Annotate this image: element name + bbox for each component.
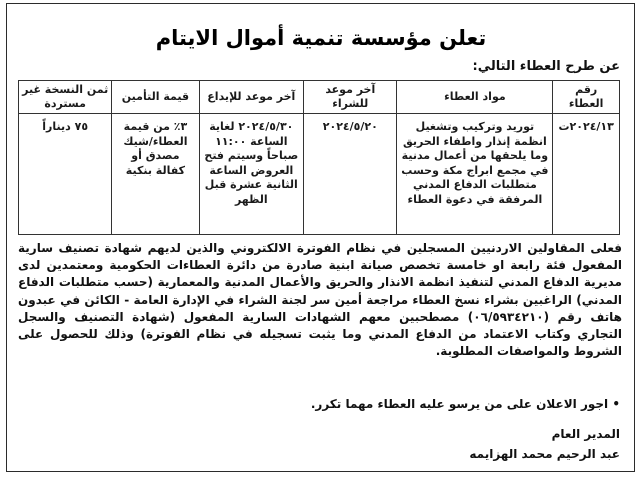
header-insurance-value: قيمة التأمين: [112, 81, 199, 114]
signature-title: المدير العام: [551, 427, 620, 441]
header-deposit-deadline: آخر موعد للإيداع: [199, 81, 304, 114]
cell-deposit-deadline: ٢٠٢٤/٥/٣٠ لغاية الساعة ١١:٠٠ صباحاً وسيتم فتح العروض الساعة الثانية عشرة قبل الظهر: [199, 114, 304, 235]
table-header-row: [19, 81, 620, 114]
cell-copy-price: ٧٥ ديناراً: [19, 114, 112, 235]
body-paragraph: فعلى المقاولين الاردنيين المسجلين في نظام الفوترة الالكتروني والذين لديهم شهادة تصنيف سارية المفعول فئة رابعة او خامسة تخصص صيانة ابنية صادرة من دائرة العطاءات الحكومية ومعتمدين لدى مديرية الدفاع المدني لتنفيذ انظمة الانذار والحريق والأعمال المدنية والمعمارية (حسب متطلبات الدفاع المدني) الراغبين بشراء نسخ العطاء مراجعة أمين سر لجنة الشراء في الإدارة العامة - الكائن في عبدون هاتف رقم (٠٦/٥٩٣٤٢١٠) مصطحبين معهم الشهادات السارية المفعول (شهادة التصنيف والسجل التجاري وكتاب الاعتماد من الدفاع المدني وما يثبت تسجيله في نظام الفوترة) وذلك للحصول على الشروط والمواصفات المطلوبة.: [18, 241, 622, 359]
advertising-fees-note: • اجور الاعلان على من يرسو عليه العطاء مهما تكرر.: [310, 397, 620, 411]
cell-purchase-deadline: ٢٠٢٤/٥/٢٠: [304, 114, 397, 235]
cell-tender-number: ٢٠٢٤/١٣ت: [553, 114, 620, 235]
announcement-title: تعلن مؤسسة تنمية أموال الايتام: [155, 26, 487, 50]
signature-name: عبد الرحيم محمد الهزايمه: [469, 447, 620, 461]
header-tender-number: رقم العطاء: [553, 81, 620, 114]
cell-tender-materials: توريد وتركيب وتشغيل انظمة إنذار واطفاء الحريق وما يلحقها من أعمال مدنية في مجمع ابراج مكة وحسب متطلبات الدفاع المدني المرفقة في دعوة العطاء: [397, 114, 553, 235]
table-row: [19, 114, 620, 235]
header-copy-price: ثمن النسخة غير مستردة: [19, 81, 112, 114]
cell-insurance-value: ٣٪ من قيمة العطاء/شيك مصدق أو كفالة بنكية: [112, 114, 199, 235]
header-purchase-deadline: آخر موعد للشراء: [304, 81, 397, 114]
announcement-subtitle: عن طرح العطاء التالي:: [472, 59, 620, 74]
header-tender-materials: مواد العطاء: [397, 81, 553, 114]
tender-table: [18, 80, 620, 235]
